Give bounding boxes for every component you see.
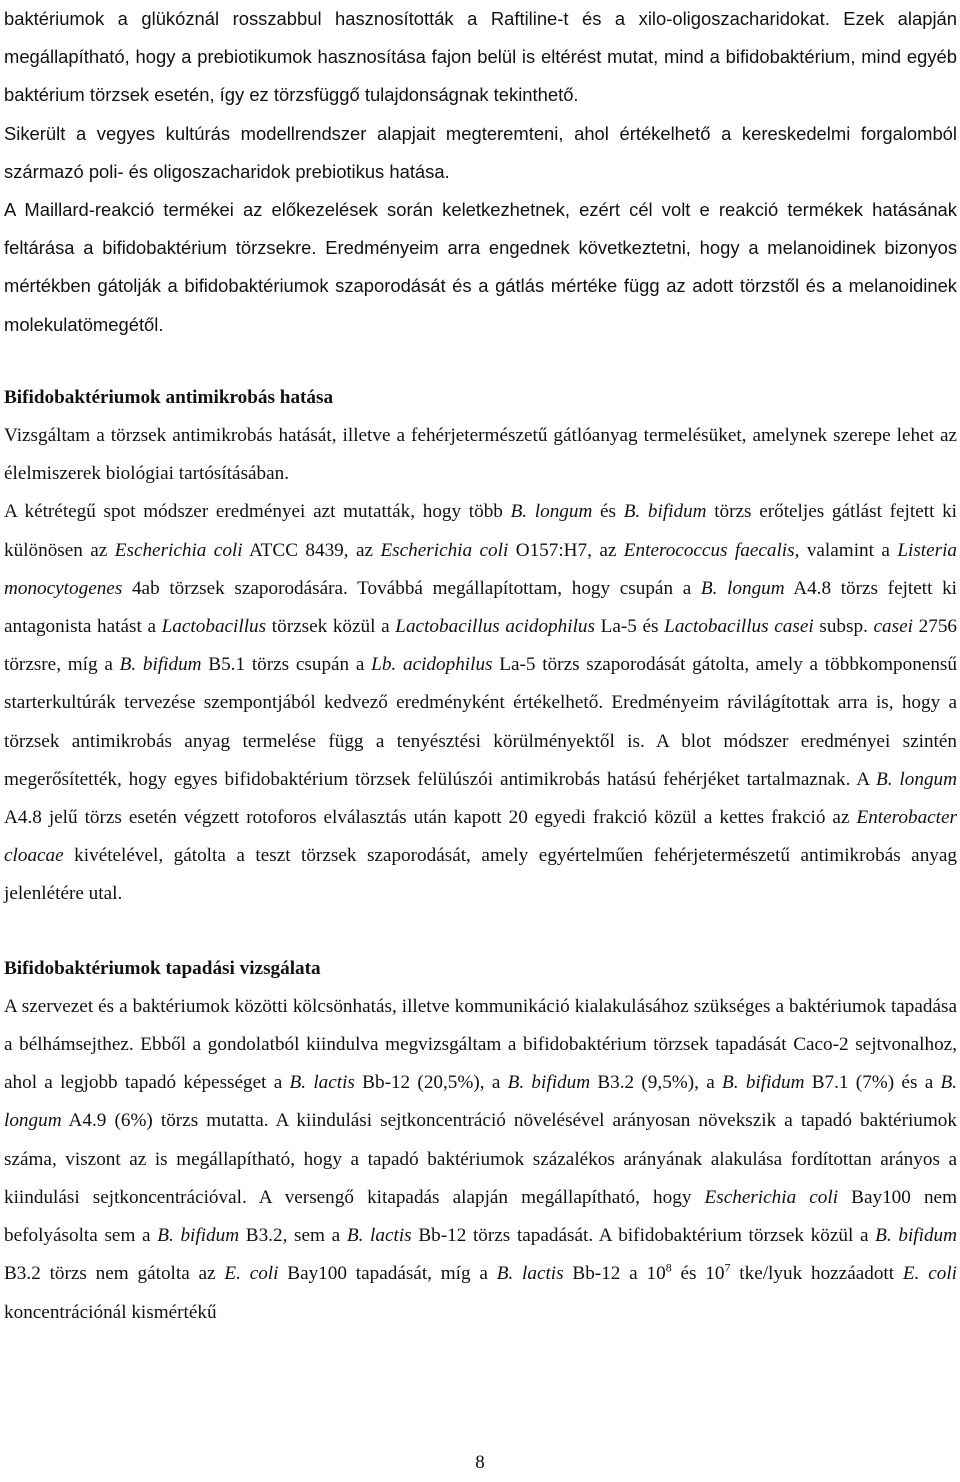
text-run: B7.1 (7%) és a xyxy=(804,1072,941,1094)
species-name: B. bifidum xyxy=(623,501,707,523)
paragraph xyxy=(4,988,957,1332)
document-page xyxy=(4,0,957,1332)
species-name: Enterobacter cloacae xyxy=(4,807,957,867)
paragraph-text: baktériumok a glükóznál rosszabbul hasznosították a Raftiline-t és a xilo-oligoszacharidokat. Ezek alapján megállapítható, hogy a prebiotikumok hasznosítása fajon belül is eltérést mutat, mind a bifidobaktérium, mind egyéb baktérium törzsek esetén, így ez törzsfüggő tulajdonságnak tekinthető. xyxy=(4,8,957,106)
species-name: B. lactis xyxy=(496,1263,564,1285)
text-run: törzsek közül a xyxy=(266,616,396,638)
text-run: tke/lyuk hozzáadott xyxy=(730,1263,903,1285)
paragraph-text: Vizsgáltam a törzsek antimikrobás hatását, illetve a fehérjetermészetű gátlóanyag termelésüket, amelynek szerepe lehet az élelmiszerek biológiai tartósításában. xyxy=(4,425,957,485)
text-run: La-5 és xyxy=(594,616,665,638)
text-run: valamint a xyxy=(799,539,898,561)
text-run: Bay100 tapadását, míg a xyxy=(278,1263,497,1285)
exponent: 7 xyxy=(724,1260,731,1275)
species-name: B. longum xyxy=(510,501,593,523)
species-name: B. lactis xyxy=(346,1225,412,1247)
text-run: kivételével, gátolta a teszt törzsek szaporodását, amely egyértelműen fehérjetermészetű antimikrobás anyag jelenlétére utal. xyxy=(4,845,957,905)
species-name: B. bifidum xyxy=(722,1072,805,1094)
paragraph xyxy=(4,0,957,115)
text-run: subsp. xyxy=(813,616,874,638)
species-name: B. bifidum xyxy=(119,654,202,676)
species-name: B. longum xyxy=(700,577,785,599)
paragraph xyxy=(4,493,957,913)
species-name: Escherichia coli xyxy=(114,539,243,561)
species-name: Enterococcus faecalis, xyxy=(623,539,800,561)
species-name: B. lactis xyxy=(289,1072,355,1094)
species-name: B. bifidum xyxy=(157,1225,240,1247)
species-name: Lb. acidophilus xyxy=(371,654,493,676)
text-run: A4.8 jelű törzs esetén végzett rotoforos elválasztás után kapott 20 egyedi frakció közül a kettes frakció az xyxy=(4,807,857,829)
text-run: 4ab törzsek szaporodására. Továbbá megállapítottam, hogy csupán a xyxy=(122,577,701,599)
paragraph xyxy=(4,191,957,344)
text-run: B3.2 (9,5%), a xyxy=(590,1072,723,1094)
text-run: törzs erőteljes gátlást fejtett ki különösen az xyxy=(4,501,958,561)
page-number: 8 xyxy=(475,1452,485,1473)
section-heading: Bifidobaktériumok antimikrobás hatása xyxy=(4,386,334,408)
exponent: 8 xyxy=(665,1260,672,1275)
text-run: és 10 xyxy=(671,1263,725,1285)
text-run: és xyxy=(592,501,624,523)
paragraph-text: Sikerült a vegyes kultúrás modellrendszer alapjait megteremteni, ahol értékelhető a kereskedelmi forgalomból származó poli- és oligoszacharidok prebiotikus hatása. xyxy=(4,122,957,182)
text-run: 2756 törzsre, míg a xyxy=(4,616,958,676)
species-name: Escherichia coli xyxy=(380,539,509,561)
text-run: A szervezet és a baktériumok közötti kölcsönhatás, illetve kommunikáció kialakulásához szükséges a baktériumok tapadása a bélhámsejthez. Ebből a gondolatból kiindulva megvizsgáltam a bifidobaktérium törzsek tapadását Caco-2 sejtvonalhoz, ahol a legjobb tapadó képességet a xyxy=(4,995,957,1094)
species-name: casei xyxy=(873,616,913,638)
species-name: E. coli xyxy=(902,1263,957,1285)
paragraph xyxy=(4,115,957,191)
text-run: O157:H7, az xyxy=(508,539,624,561)
species-name: B. bifidum xyxy=(507,1072,591,1094)
species-name: B. longum xyxy=(4,1072,958,1132)
species-name: B. bifidum xyxy=(875,1225,958,1247)
species-name: Listeria monocytogenes xyxy=(4,539,958,599)
species-name: Lactobacillus casei xyxy=(664,616,814,638)
species-name: E. coli xyxy=(224,1263,279,1285)
text-run: La-5 törzs szaporodását gátolta, amely a többkomponensű starterkultúrák tervezése szempontjából kedvező eredményként értékelhető. Eredményeim rávilágítottak arra is, hogy a törzsek antimikrobás anyag termelése függ a tenyésztési körülményektől is. A blot módszer eredményei szintén megerősítették, hogy egyes bifidobaktérium törzsek felülúszói antimikrobás hatású fehérjéket tartalmaznak. A xyxy=(4,654,957,790)
text-run: Bay100 nem befolyásolta sem a xyxy=(4,1186,957,1247)
paragraph-text: A Maillard-reakció termékei az előkezelések során keletkezhetnek, ezért cél volt e reakció termékek hatásának feltárása a bifidobaktérium törzsekre. xyxy=(4,199,957,259)
text-run: A kétrétegű spot módszer eredményei azt mutatták, hogy több xyxy=(4,501,511,523)
text-run: Bb-12 törzs tapadását. A bifidobaktérium törzsek közül a xyxy=(411,1225,876,1247)
text-run: B3.2 törzs nem gátolta az xyxy=(4,1263,225,1285)
text-run: A4.9 (6%) törzs mutatta. A kiindulási sejtkoncentráció növelésével arányosan növekszik a tapadó baktériumok száma, viszont az is megállapítható, hogy a tapadó baktériumok százalékos arányának alakulása fordítottan arányos a kiindulási sejtkoncentrációval. A versengő kitapadás alapján megállapítható, hogy xyxy=(4,1110,957,1208)
paragraph xyxy=(4,417,957,493)
species-name: Escherichia coli xyxy=(704,1186,839,1208)
text-run: koncentrációnál kismértékű xyxy=(4,1301,217,1323)
paragraph-text: Eredményeim arra engednek következtetni, hogy a melanoidinek bizonyos mértékben gátolják a bifidobaktériumok szaporodását és a gátlás mértéke függ az adott törzstől és a melanoidinek molekulatömegétől. xyxy=(4,237,958,335)
section-heading: Bifidobaktériumok tapadási vizsgálata xyxy=(4,957,321,979)
text-run: A4.8 törzs fejtett ki antagonista hatást a xyxy=(4,577,957,638)
species-name: B. longum xyxy=(876,768,957,790)
text-run: B5.1 törzs csupán a xyxy=(201,654,372,676)
text-run: ATCC 8439, az xyxy=(242,539,381,561)
species-name: Lactobacillus xyxy=(161,616,267,638)
text-run: B3.2, sem a xyxy=(239,1225,347,1247)
text-run: Bb-12 a 10 xyxy=(563,1263,666,1285)
text-run: Bb-12 (20,5%), a xyxy=(354,1072,508,1094)
species-name: Lactobacillus acidophilus xyxy=(395,616,595,638)
